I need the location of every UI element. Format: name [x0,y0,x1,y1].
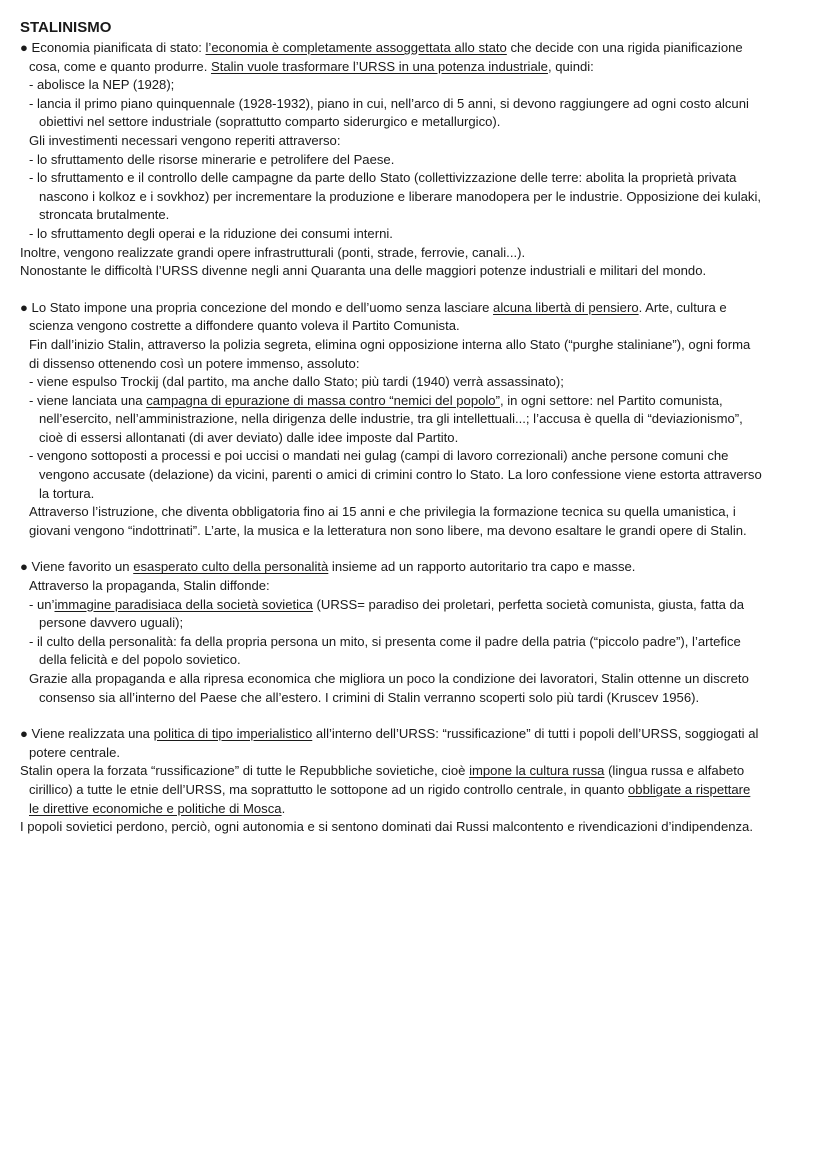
text-line [20,132,812,151]
document-body [20,39,812,837]
underlined-text: impone la cultura russa [469,763,605,779]
underlined-text: esasperato culto della personalità [133,559,329,575]
text-line [20,633,812,652]
text-line [20,355,812,374]
paragraph-gap [20,540,812,558]
text-segment: - viene lanciata una [29,392,147,408]
text-segment: cosa, come e quanto produrre. [29,58,211,74]
text-segment: (URSS= paradiso dei proletari, perfetta società comunista, giusta, fatta da [312,596,745,612]
text-segment: obiettivi nel settore industriale (soprattutto comparto siderurgico e metallurgico). [39,114,501,130]
text-line [20,522,812,541]
text-segment: (lingua russa e alfabeto [604,763,745,779]
text-line [20,466,812,485]
text-line [20,392,812,411]
underlined-text: l’economia è completamente assoggettata allo stato [205,40,507,55]
document-title: STALINISMO [20,19,112,36]
text-line [20,336,812,355]
text-line [20,558,812,577]
text-segment: Attraverso la propaganda, Stalin diffonde: [29,578,270,594]
text-line [20,577,812,596]
text-segment: - lancia il primo piano quinquennale (1928-1932), piano in cui, nell’arco di 5 anni, si devono raggiungere ad ogni costo alcuni [29,95,749,111]
text-segment: - vengono sottoposti a processi e poi uccisi o mandati nei gulag (campi di lavoro correzionali) anche persone comuni che [29,448,729,464]
underlined-text: alcuna libertà di pensiero [493,299,639,315]
underlined-text: immagine paradisiaca della società sovietica [54,596,313,612]
text-line [20,503,812,522]
text-segment: all’interno dell’URSS: “russificazione” di tutti i popoli dell’URSS, soggiogati al [312,726,759,742]
text-line [20,188,812,207]
text-line [20,76,812,95]
text-segment: - abolisce la NEP (1928); [29,77,175,93]
text-segment: consenso sia all’interno del Paese che all’estero. I crimini di Stalin verranno scoperti solo più tardi (Kruscev 1956). [39,689,700,705]
text-segment: - lo sfruttamento e il controllo delle campagne da parte dello Stato (collettivizzazione delle terre: abolita la proprietà privata [29,170,737,186]
text-line [20,670,812,689]
text-line [20,244,812,263]
text-line [20,206,812,225]
text-line [20,113,812,132]
text-line [20,447,812,466]
text-line [20,800,812,819]
text-segment: , in ogni settore: nel Partito comunista, [499,392,723,408]
text-line [20,762,812,781]
text-segment: - il culto della personalità: fa della propria persona un mito, si presenta come il padre della patria (“piccolo padre”), l’artefice [29,633,741,649]
text-segment: cirillico) a tutte le etnie dell’URSS, ma soprattutto le sottopone ad un rigido controllo centrale, in quanto [29,781,629,797]
text-segment: Gli investimenti necessari vengono reperiti attraverso: [29,132,341,148]
text-segment: Attraverso l’istruzione, che diventa obbligatoria fino ai 15 anni e che privilegia la formazione tecnica su quella umanistica, i [29,504,736,520]
text-line [20,39,812,58]
text-segment: Inoltre, vengono realizzate grandi opere infrastrutturali (ponti, strade, ferrovie, canali...). [20,244,526,260]
text-segment: nell’esercito, nell’amministrazione, nella dirigenza delle industrie, tra gli intellettuali...; l’accusa è quella di “deviazionismo”, [39,411,743,427]
text-line [20,429,812,448]
text-segment: . Arte, cultura e [638,299,727,315]
text-segment: nascono i kolkoz e i sovkhoz) per incrementare la produzione e liberare manodopera per le industrie. Opposizione dei kulaki, [39,188,762,204]
paragraph-gap [20,707,812,725]
text-line [20,818,812,837]
text-line [20,225,812,244]
underlined-text: politica di tipo imperialistico [153,726,313,742]
text-line [20,58,812,77]
text-segment: ● Viene realizzata una [20,726,154,742]
text-line [20,410,812,429]
text-line [20,317,812,336]
paragraph-gap [20,281,812,299]
text-line [20,151,812,170]
text-line [20,95,812,114]
text-segment: vengono accusate (delazione) da vicini, parenti o amici di crimini contro lo Stato. La loro confessione viene estorta attraverso [39,467,762,483]
text-segment: potere centrale. [29,744,120,760]
text-segment: - un’ [29,596,55,612]
text-line [20,689,812,708]
text-segment: giovani vengono “indottrinati”. L’arte, la musica e la letteratura non sono libere, ma devono esaltare le grandi opere di Stalin. [29,522,747,538]
text-line [20,744,812,763]
text-line [20,262,812,281]
text-segment: scienza vengono costrette a diffondere quanto voleva il Partito Comunista. [29,318,460,334]
underlined-text: le direttive economiche e politiche di Mosca [29,800,282,816]
text-segment: della felicità e del popolo sovietico. [39,652,241,668]
text-line [20,169,812,188]
text-segment: Fin dall’inizio Stalin, attraverso la polizia segreta, elimina ogni opposizione interna allo Stato (“purghe staliniane”), ogni forma [29,336,751,352]
text-line [20,781,812,800]
text-segment: Nonostante le difficoltà l’URSS divenne negli anni Quaranta una delle maggiori potenze industriali e militari del mondo. [20,263,707,279]
text-segment: stroncata brutalmente. [39,207,170,223]
text-segment: ● Lo Stato impone una propria concezione del mondo e dell’uomo senza lasciare [20,299,494,315]
underlined-text: Stalin vuole trasformare l’URSS in una potenza industriale [210,58,548,74]
text-segment: ● Viene favorito un [20,559,134,575]
text-segment: cioè di essersi allontanati (di aver deviato) dalle idee imposte dal Partito. [39,429,459,445]
text-line [20,651,812,670]
text-line [20,725,812,744]
text-segment: persone davvero uguali); [39,615,184,631]
text-line [20,614,812,633]
text-line [20,373,812,392]
text-segment: che decide con una rigida pianificazione [506,40,743,55]
text-segment: , quindi: [547,58,594,74]
text-segment: la tortura. [39,485,95,501]
text-segment: . [281,800,286,816]
underlined-text: campagna di epurazione di massa contro “nemici del popolo” [146,392,500,408]
text-segment: - lo sfruttamento degli operai e la riduzione dei consumi interni. [29,225,393,241]
text-line [20,299,812,318]
text-segment: - viene espulso Trockij (dal partito, ma anche dallo Stato; più tardi (1940) verrà assassinato); [29,374,564,390]
text-segment: Grazie alla propaganda e alla ripresa economica che migliora un poco la condizione dei lavoratori, Stalin ottenne un discreto [29,671,749,686]
text-segment: - lo sfruttamento delle risorse minerarie e petrolifere del Paese. [29,151,395,167]
document-page [20,18,812,837]
text-segment: di dissenso ottenendo così un potere immenso, assoluto: [29,355,360,371]
underlined-text: obbligate a rispettare [628,781,751,797]
text-segment: ● Economia pianificata di stato: [20,40,206,55]
text-segment: I popoli sovietici perdono, perciò, ogni autonomia e si sentono dominati dai Russi malcontento e rivendicazioni d’indipendenza. [20,819,753,835]
text-line [20,485,812,504]
text-segment: insieme ad un rapporto autoritario tra capo e masse. [328,559,636,575]
text-segment: Stalin opera la forzata “russificazione” di tutte le Repubbliche sovietiche, cioè [20,763,470,779]
text-line [20,596,812,615]
